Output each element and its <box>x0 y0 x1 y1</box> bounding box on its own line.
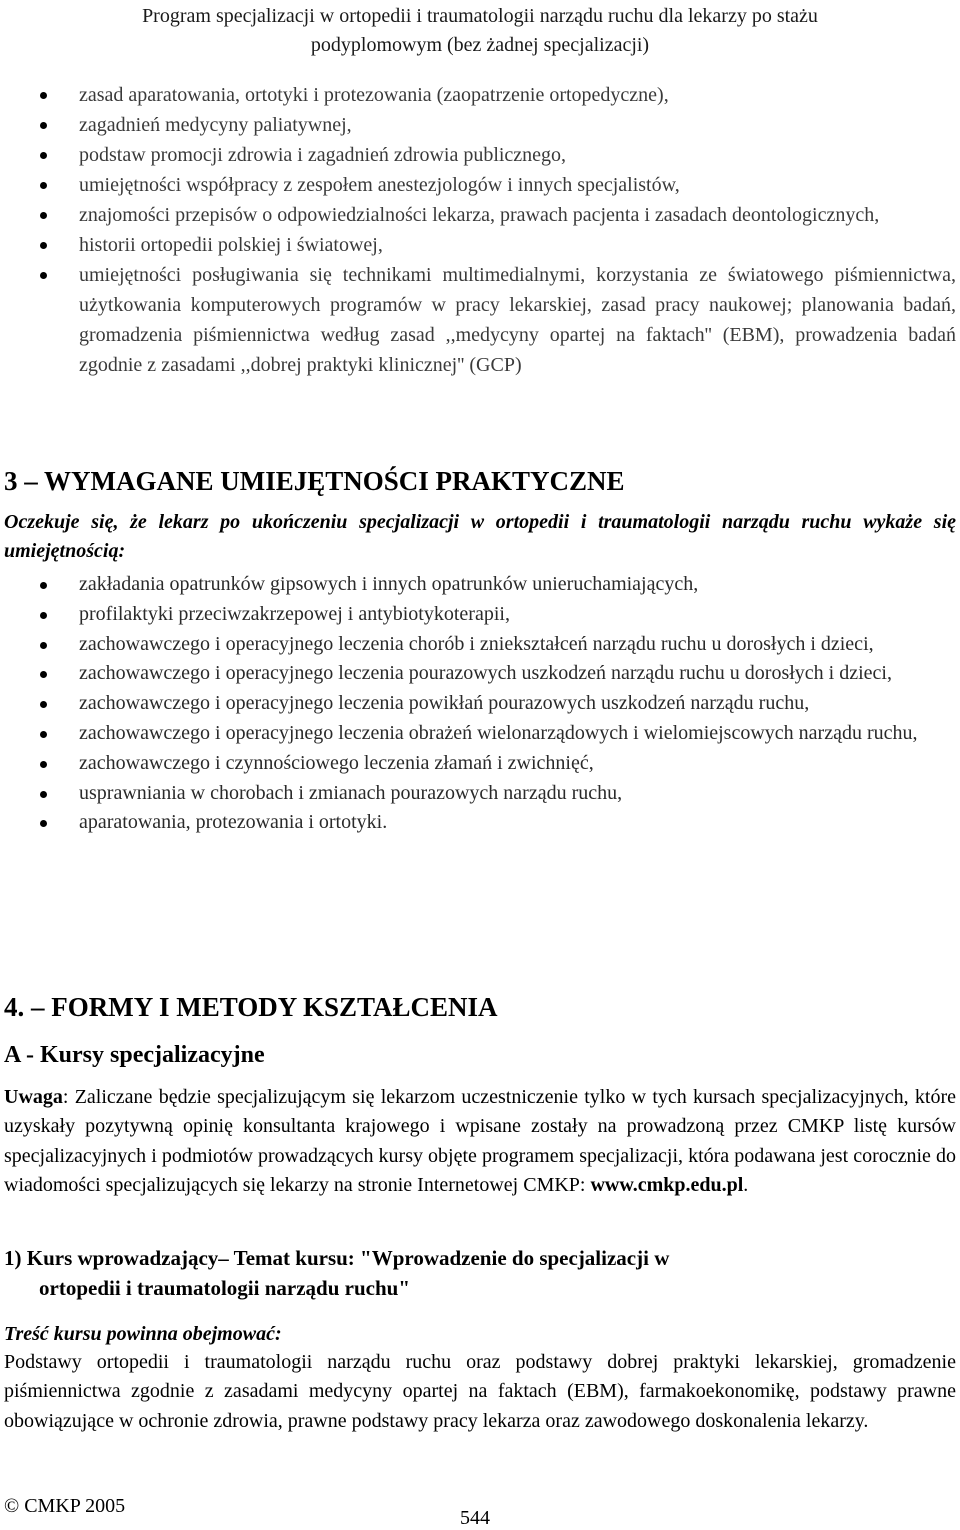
list-item: zachowawczego i czynnościowego leczenia złamań i zwichnięć, <box>0 749 960 779</box>
footer-page-number: 544 <box>460 1507 490 1529</box>
cmkp-link[interactable]: www.cmkp.edu.pl <box>590 1174 744 1197</box>
course-1-title <box>4 1243 956 1303</box>
list-item: aparatowania, protezowania i ortotyki. <box>0 808 960 838</box>
course-1-title-line-1: 1) Kurs wprowadzający– Temat kursu: "Wprowadzenie do specjalizacji w <box>4 1246 670 1270</box>
note-text: : Zaliczane będzie specjalizującym się lekarzom uczestniczenie tylko w tych kursach specjalizacyjnych, które uzyskały pozytywną opinię konsultanta krajowego i wpisane zostały na prowadzoną przez CMKP listę kursów specjalizacyjnych i podmiotów prowadzących kursy objęte programem specjalizacji, która podawana jest corocznie do wiadomości specjalizujących się lekarzy na stronie Internetowej CMKP: <box>4 1086 956 1197</box>
course-1-title-line-2: ortopedii i traumatologii narządu ruchu" <box>39 1276 410 1300</box>
note-label: Uwaga <box>4 1086 63 1108</box>
section-3-heading: 3 – WYMAGANE UMIEJĘTNOŚCI PRAKTYCZNE <box>4 466 625 496</box>
note-end: . <box>743 1174 749 1197</box>
section-3-intro: Oczekuje się, że lekarz po ukończeniu specjalizacji w ortopedii i traumatologii narządu ruchu wykaże się umiejętnością: <box>4 511 956 562</box>
section-4-heading: 4. – FORMY I METODY KSZTAŁCENIA <box>4 992 498 1022</box>
note-paragraph <box>4 1083 956 1201</box>
footer-copyright: © CMKP 2005 <box>4 1495 126 1517</box>
list-item: zagadnień medycyny paliatywnej, <box>0 110 960 140</box>
running-header <box>0 2 960 60</box>
course-content-label: Treść kursu powinna obejmować: <box>4 1323 282 1345</box>
list-item: umiejętności współpracy z zespołem anestezjologów i innych specjalistów, <box>0 170 960 200</box>
skills-bullet-list <box>0 570 960 838</box>
section-4-subheading: A - Kursy specjalizacyjne <box>4 1042 265 1068</box>
course-content-text: Podstawy ortopedii i traumatologii narządu ruchu oraz podstawy dobrej praktyki lekarskiej, gromadzenie piśmiennictwa zgodnie z zasadami medycyny opartej na faktach (EBM), farmakoekonomikę, podstawy prawne obowiązujące w ochronie zdrowia, prawne podstawy pracy lekarza oraz zawodowego doskonalenia lekarzy. <box>4 1351 956 1432</box>
header-line-1: Program specjalizacji w ortopedii i traumatologii narządu ruchu dla lekarzy po stażu <box>142 5 818 27</box>
list-item: zakładania opatrunków gipsowych i innych opatrunków unieruchamiających, <box>0 570 960 600</box>
list-item: podstaw promocji zdrowia i zagadnień zdrowia publicznego, <box>0 140 960 170</box>
list-item: zachowawczego i operacyjnego leczenia powikłań pourazowych uszkodzeń narządu ruchu, <box>0 689 960 719</box>
list-item: zachowawczego i operacyjnego leczenia pourazowych uszkodzeń narządu ruchu u dorosłych i dzieci, <box>0 659 960 689</box>
knowledge-bullet-list <box>0 80 960 380</box>
list-item: usprawniania w chorobach i zmianach pourazowych narządu ruchu, <box>0 779 960 809</box>
list-item: umiejętności posługiwania się technikami multimedialnymi, korzystania ze światowego piśmiennictwa, użytkowania komputerowych programów w pracy lekarskiej, zasad pracy naukowej; planowania badań, gromadzenia piśmiennictwa według zasad ,,medycyny opartej na faktach'' (EBM), prowadzenia badań zgodnie z zasadami ,,dobrej praktyki klinicznej'' (GCP) <box>0 260 960 380</box>
header-line-2: podyplomowym (bez żadnej specjalizacji) <box>310 34 650 56</box>
list-item: zasad aparatowania, ortotyki i protezowania (zaopatrzenie ortopedyczne), <box>0 80 960 110</box>
list-item: historii ortopedii polskiej i światowej, <box>0 230 960 260</box>
list-item: profilaktyki przeciwzakrzepowej i antybiotykoterapii, <box>0 600 960 630</box>
list-item: zachowawczego i operacyjnego leczenia chorób i zniekształceń narządu ruchu u dorosłych i dzieci, <box>0 630 960 660</box>
list-item: znajomości przepisów o odpowiedzialności lekarza, prawach pacjenta i zasadach deontologicznych, <box>0 200 960 230</box>
list-item: zachowawczego i operacyjnego leczenia obrażeń wielonarządowych i wielomiejscowych narządu ruchu, <box>0 719 960 749</box>
